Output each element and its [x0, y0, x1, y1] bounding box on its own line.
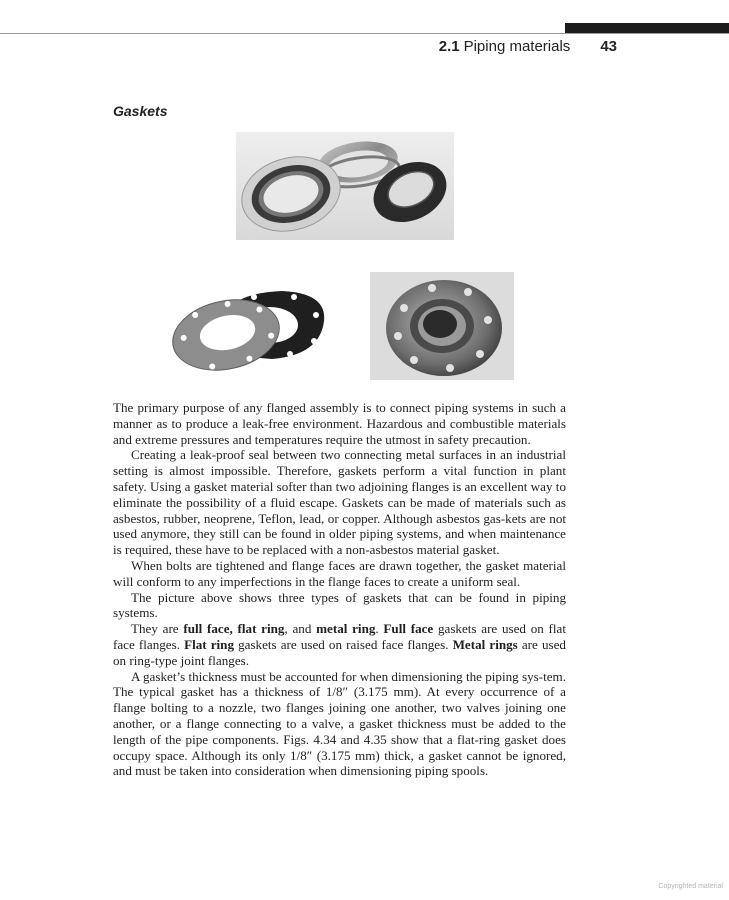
text-run: The picture above shows three types of gaskets that can be found in piping systems. — [113, 589, 566, 621]
running-header — [439, 38, 617, 55]
page-number: 43 — [600, 38, 617, 55]
text-run: A gasket’s thickness must be accounted for when dimensioning the piping sys-tem. The typical gasket has a thickness of 1/8″ (3.175 mm). At every occurrence of a flange bolting to a nozzle, two flanges joining one another, two valves joining one another, or a flange connecting to a valve, a gasket thickness must be added to the length of the pipe components. Figs. 4.34 and 4.35 show that a flat-ring gasket does occupy space. Although its only 1/8″ (3.175 mm) thick, a gasket cannot be ignored, and must be taken into consideration when dimensioning piping spools. — [113, 668, 566, 779]
paragraph — [113, 621, 566, 668]
flange-with-gasket-photo — [370, 272, 514, 380]
text-run: The primary purpose of any flanged assembly is to connect piping systems in such a manner as to produce a leak-free environment. Hazardous and combustible materials and extreme pressures and temperatures require the utmost in safety precaution. — [113, 400, 566, 447]
text-run: When bolts are tightened and flange faces are drawn together, the gasket material will conform to any imperfections in the flange faces to create a uniform seal. — [113, 557, 566, 589]
full-face-gasket-photo — [168, 285, 328, 375]
paragraph — [113, 558, 566, 590]
body-text — [113, 400, 566, 779]
paragraph — [113, 400, 566, 447]
section-number: 2.1 — [438, 38, 460, 55]
paragraph — [113, 447, 566, 558]
section-heading: Gaskets — [113, 103, 168, 119]
header-accent-bar — [565, 23, 729, 33]
bold-term: metal ring — [316, 621, 376, 637]
text-run: . — [375, 621, 384, 637]
text-run: Creating a leak-proof seal between two connecting metal surfaces in an industrial setting is almost impossible. Therefore, gaskets perform a vital function in plant safety. Using a gasket material softer than two adjoining flanges is an excellent way to eliminate the possibility of a fluid escape. Gaskets can be made of materials such as asbestos, rubber, neoprene, Teflon, lead, or copper. Although asbestos gas-kets are not used anymore, they still can be found in older piping systems, and when maintenance is required, these have to be replaced with a non-asbestos material gasket. — [113, 447, 566, 558]
gasket-group-photo — [236, 132, 454, 240]
bold-term: Flat ring — [184, 636, 234, 652]
copyright-notice: Copyrighted material — [658, 883, 723, 890]
header-rule — [0, 33, 729, 34]
text-run: are used on ring-type joint flanges. — [113, 636, 566, 668]
bold-term: Metal rings — [452, 636, 518, 652]
paragraph — [113, 669, 566, 780]
text-run: gaskets are used on raised face flanges. — [234, 636, 453, 652]
section-title: Piping materials — [463, 38, 571, 55]
text-run: , and — [284, 621, 317, 637]
bold-term: full face, flat ring — [183, 621, 285, 637]
text-run: gaskets are used on flat face flanges. — [113, 621, 566, 652]
text-run: They are — [131, 621, 184, 637]
bold-term: Full face — [383, 621, 434, 637]
paragraph — [113, 590, 566, 622]
